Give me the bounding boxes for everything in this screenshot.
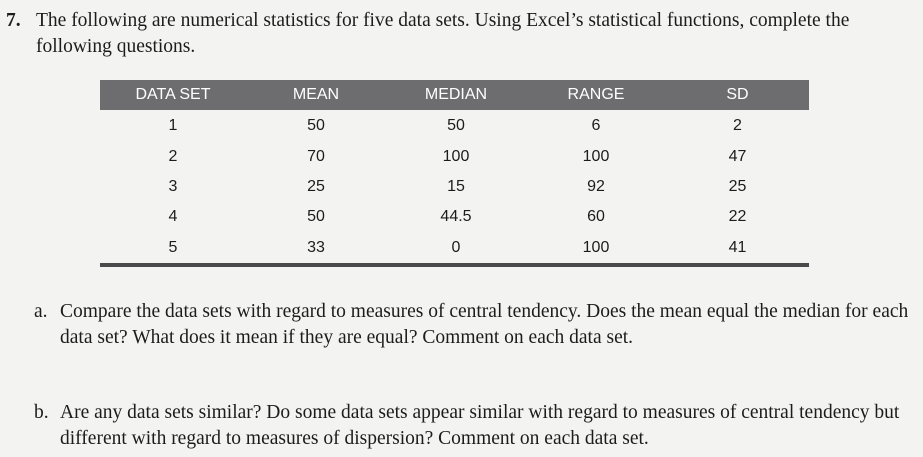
cell-data-set: 1 [168,117,178,135]
subquestion-text: Are any data sets similar? Do some data sets appear similar with regard to measures of central tendency but different with regard to measures of dispersion? Comment on each data set. [60,402,900,449]
cell-mean: 50 [307,117,325,135]
header-sd: SD [726,86,749,103]
header-range: RANGE [567,86,625,103]
cell-mean: 70 [307,147,325,165]
table-body [100,110,809,267]
cell-mean: 50 [307,208,325,226]
cell-data-set: 4 [168,208,178,226]
table-row [100,233,809,263]
header-data-set: DATA SET [135,86,211,103]
statistics-table [100,80,809,267]
cell-median: 0 [451,238,461,256]
question-number: 7. [6,10,21,31]
cell-range: 100 [582,147,610,165]
question-text: The following are numerical statistics for five data sets. Using Excel’s statistical functions, complete the following questions. [36,10,850,57]
table-row [100,141,809,171]
subquestion-text: Compare the data sets with regard to measures of central tendency. Does the mean equal the median for each data set? What does it mean if they are equal? Comment on each data set. [60,301,909,348]
cell-range: 6 [591,117,601,135]
cell-median: 100 [442,147,470,165]
subquestion-label: b. [34,402,49,423]
subquestion-a [34,299,922,351]
cell-data-set: 5 [168,238,178,256]
cell-mean: 25 [307,177,325,195]
cell-median: 15 [447,177,465,195]
table-row [100,172,809,202]
cell-range: 60 [587,208,605,226]
cell-median: 44.5 [440,208,472,226]
cell-sd: 2 [733,117,742,135]
cell-data-set: 2 [168,147,178,165]
question-7 [6,8,921,60]
cell-sd: 41 [728,238,747,256]
cell-sd: 25 [728,177,747,195]
header-median: MEDIAN [424,86,488,103]
table-row [100,202,809,232]
cell-range: 100 [582,238,610,256]
subquestion-b [34,400,922,452]
cell-sd: 22 [728,208,747,226]
cell-median: 50 [447,117,465,135]
cell-range: 92 [587,177,605,195]
header-mean: MEAN [292,86,340,103]
cell-sd: 47 [728,147,747,165]
table-row [100,111,809,141]
subquestion-label: a. [34,301,48,322]
cell-mean: 33 [307,238,325,256]
cell-data-set: 3 [168,177,178,195]
table-header-row [100,80,809,110]
